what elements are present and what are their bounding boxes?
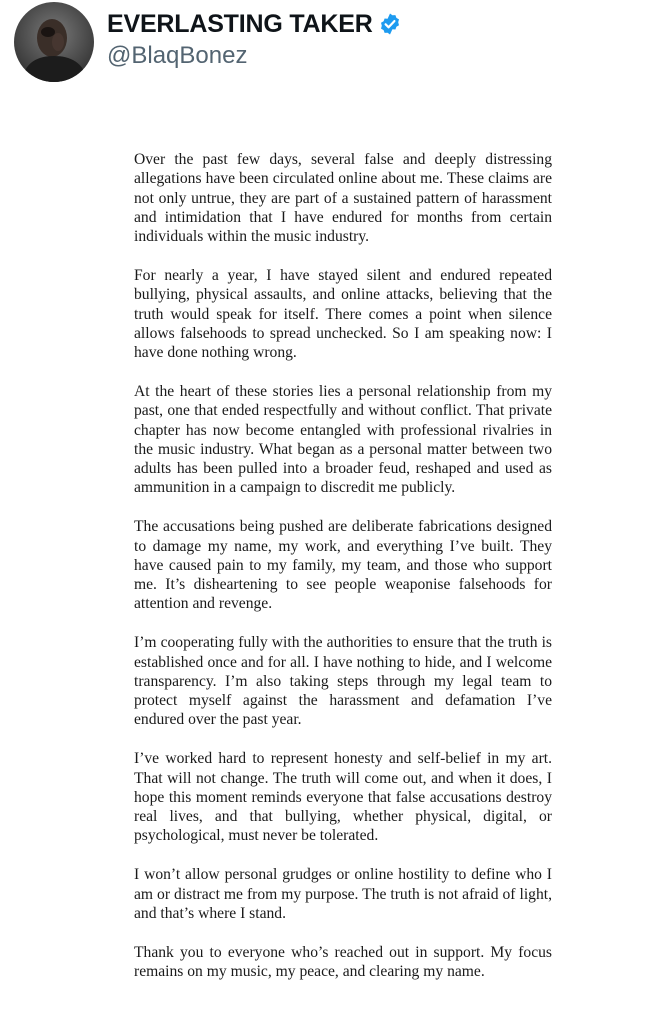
user-handle[interactable]: @BlaqBonez: [107, 42, 248, 69]
name-row: [107, 9, 402, 39]
statement-paragraph: Over the past few days, several false and deeply distressing allegations have been circulated online about me. These claims are not only untrue, they are part of a sustained pattern of harassment and intimidation that I have endured for months from certain individuals within the music industry.: [134, 151, 552, 246]
display-name[interactable]: EVERLASTING TAKER: [107, 10, 373, 38]
author-identity: [107, 9, 402, 71]
statement-paragraph: At the heart of these stories lies a personal relationship from my past, one that ended respectfully and without conflict. That private chapter has now become entangled with professional rivalries in the music industry. What began as a personal matter between two adults has been pulled into a broader feud, reshaped and used as ammunition in a campaign to discredit me publicly.: [134, 382, 552, 497]
avatar[interactable]: [14, 2, 94, 82]
post-header: [14, 2, 402, 82]
verified-badge-icon: [378, 12, 402, 36]
statement-paragraph: I’m cooperating fully with the authorities to ensure that the truth is established once and for all. I have nothing to hide, and I welcome transparency. I’m also taking steps through my legal team to protect myself against the harassment and defamation I’ve endured over the past year.: [134, 634, 552, 729]
statement-paragraph: Thank you to everyone who’s reached out in support. My focus remains on my music, my peace, and clearing my name.: [134, 943, 552, 980]
statement-paragraph: For nearly a year, I have stayed silent and endured repeated bullying, physical assaults, and online attacks, believing that the truth would speak for itself. There comes a point when silence allows falsehoods to spread unchecked. So I am speaking now: I have done nothing wrong.: [134, 266, 552, 362]
statement-paragraph: I’ve worked hard to represent honesty and self-belief in my art. That will not change. The truth will come out, and when it does, I hope this moment reminds everyone that false accusations destroy real lives, and that bullying, whether physical, digital, or psychological, must never be tolerated.: [134, 750, 552, 845]
statement-letter: [134, 150, 552, 1001]
statement-paragraph: I won’t allow personal grudges or online hostility to define who I am or distract me from my purpose. The truth is not afraid of light, and that’s where I stand.: [134, 866, 552, 922]
statement-paragraph: The accusations being pushed are deliberate fabrications designed to damage my name, my work, and everything I’ve built. They have caused pain to my family, my team, and those who support me. It’s disheartening to see people weaponise falsehoods for attention and revenge.: [134, 518, 552, 613]
avatar-photo-icon: [14, 2, 94, 82]
